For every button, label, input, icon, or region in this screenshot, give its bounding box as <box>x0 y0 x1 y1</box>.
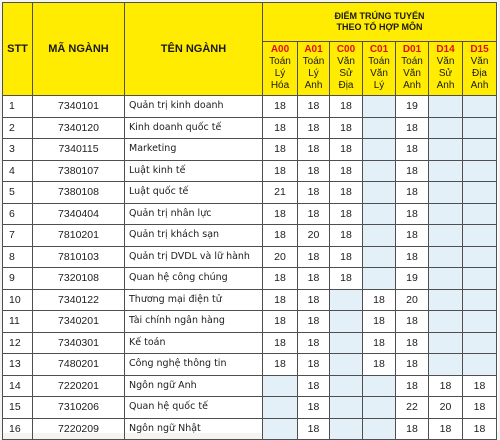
cell-ten-nganh: Kế toán <box>125 332 263 354</box>
cell-score-a01: 18 <box>298 311 330 333</box>
cell-stt: 1 <box>3 96 33 118</box>
subject-header-a00 <box>263 42 298 96</box>
subject-name-line: Sử <box>438 68 453 79</box>
cell-score-d15-empty <box>463 354 497 376</box>
cell-ma-nganh: 7480201 <box>33 354 125 376</box>
cell-score-c00: 18 <box>330 246 363 268</box>
subject-header-d01 <box>396 42 429 96</box>
subject-code: D14 <box>436 44 455 55</box>
table-row <box>3 246 497 268</box>
cell-score-a00: 18 <box>263 311 298 333</box>
cell-stt: 4 <box>3 160 33 182</box>
cell-score-c00-empty <box>330 354 363 376</box>
cell-stt: 15 <box>3 397 33 419</box>
cell-stt: 5 <box>3 182 33 204</box>
cell-stt: 7 <box>3 225 33 247</box>
cell-stt: 13 <box>3 354 33 376</box>
cell-ma-nganh: 7340201 <box>33 311 125 333</box>
cell-score-d01: 19 <box>396 96 429 118</box>
cell-score-d01: 18 <box>396 332 429 354</box>
cell-score-d14-empty <box>429 311 463 333</box>
cell-ma-nganh: 7220201 <box>33 375 125 397</box>
table-header <box>3 3 497 96</box>
cell-stt: 6 <box>3 203 33 225</box>
cell-score-a00: 18 <box>263 117 298 139</box>
subject-name-line: Lý <box>308 68 319 79</box>
cell-ten-nganh: Ngôn ngữ Nhật <box>125 418 263 440</box>
cell-stt: 8 <box>3 246 33 268</box>
header-score-group <box>263 3 497 42</box>
cell-score-d15: 18 <box>463 397 497 419</box>
cell-score-a01: 18 <box>298 289 330 311</box>
cell-ma-nganh: 7380108 <box>33 182 125 204</box>
cell-score-d14-empty <box>429 289 463 311</box>
cell-score-a01: 18 <box>298 203 330 225</box>
cell-score-a01: 18 <box>298 246 330 268</box>
cell-score-c01-empty <box>363 268 396 290</box>
table-row <box>3 311 497 333</box>
table-row <box>3 289 497 311</box>
cell-score-a01: 18 <box>298 117 330 139</box>
subject-name-line: Sử <box>339 68 353 79</box>
cell-score-d15: 18 <box>463 375 497 397</box>
subject-header-a01 <box>298 42 330 96</box>
cell-score-c00-empty <box>330 311 363 333</box>
cell-score-c01-empty <box>363 96 396 118</box>
cell-score-d01: 18 <box>396 182 429 204</box>
subject-name-line: Toán <box>302 56 325 67</box>
subject-code: C00 <box>336 44 356 55</box>
subject-header-c00 <box>330 42 363 96</box>
cell-ma-nganh: 7810103 <box>33 246 125 268</box>
table-row <box>3 332 497 354</box>
cell-score-d14: 18 <box>429 375 463 397</box>
header-ten-nganh: TÊN NGÀNH <box>125 3 263 96</box>
cell-stt: 11 <box>3 311 33 333</box>
cell-score-a00: 18 <box>263 225 298 247</box>
table-row <box>3 418 497 440</box>
cell-score-c00-empty <box>330 289 363 311</box>
subject-name-line: Văn <box>337 56 355 67</box>
cell-score-a00: 20 <box>263 246 298 268</box>
cell-score-d14-empty <box>429 354 463 376</box>
admission-score-table <box>2 2 497 440</box>
cell-score-c01-empty <box>363 246 396 268</box>
cell-score-c01-empty <box>363 117 396 139</box>
cell-ten-nganh: Luật quốc tế <box>125 182 263 204</box>
cell-score-c01-empty <box>363 418 396 440</box>
cell-score-d14-empty <box>429 117 463 139</box>
cell-stt: 3 <box>3 139 33 161</box>
cell-ten-nganh: Quan hệ công chúng <box>125 268 263 290</box>
cell-ma-nganh: 7320108 <box>33 268 125 290</box>
cell-score-d14-empty <box>429 160 463 182</box>
cell-ma-nganh: 7380107 <box>33 160 125 182</box>
table-row <box>3 375 497 397</box>
cell-score-a00: 18 <box>263 268 298 290</box>
cell-score-c01-empty <box>363 397 396 419</box>
cell-ten-nganh: Kinh doanh quốc tế <box>125 117 263 139</box>
cell-ten-nganh: Quản trị DVDL và lữ hành <box>125 246 263 268</box>
cell-score-d15-empty <box>463 182 497 204</box>
cell-score-a01: 18 <box>298 96 330 118</box>
cell-score-d01: 18 <box>396 139 429 161</box>
subject-code: C01 <box>369 44 389 55</box>
cell-score-d01: 18 <box>396 160 429 182</box>
cell-score-d15-empty <box>463 160 497 182</box>
cell-ten-nganh: Marketing <box>125 139 263 161</box>
table-row <box>3 139 497 161</box>
cell-score-c01: 18 <box>363 332 396 354</box>
cell-ten-nganh: Tài chính ngân hàng <box>125 311 263 333</box>
cell-score-c01-empty <box>363 375 396 397</box>
subject-header-c01 <box>363 42 396 96</box>
cell-score-d14: 20 <box>429 397 463 419</box>
cell-score-d15: 18 <box>463 418 497 440</box>
cell-score-c00: 18 <box>330 268 363 290</box>
cell-score-d15-empty <box>463 311 497 333</box>
cell-ma-nganh: 7340115 <box>33 139 125 161</box>
cell-score-a01: 18 <box>298 397 330 419</box>
table-row <box>3 182 497 204</box>
cell-score-d01: 18 <box>396 311 429 333</box>
table-row <box>3 160 497 182</box>
table-row <box>3 117 497 139</box>
cell-stt: 16 <box>3 418 33 440</box>
table-row <box>3 354 497 376</box>
cell-score-a00-empty <box>263 397 298 419</box>
cell-score-c01-empty <box>363 203 396 225</box>
cell-score-d15-empty <box>463 246 497 268</box>
cell-ma-nganh: 7810201 <box>33 225 125 247</box>
cell-ten-nganh: Thương mại điện tử <box>125 289 263 311</box>
cell-score-d01: 18 <box>396 246 429 268</box>
subject-name-line: Hóa <box>270 80 290 91</box>
subject-name-line: Văn <box>403 68 421 79</box>
cell-score-d15-empty <box>463 225 497 247</box>
header-stt: STT <box>3 3 33 96</box>
cell-score-d01: 18 <box>396 418 429 440</box>
cell-score-a01: 18 <box>298 268 330 290</box>
cell-ma-nganh: 7310206 <box>33 397 125 419</box>
subject-name-line: Toán <box>368 56 390 67</box>
cell-score-c00: 18 <box>330 96 363 118</box>
subject-name-line: Anh <box>436 80 455 91</box>
cell-stt: 14 <box>3 375 33 397</box>
cell-score-a01: 20 <box>298 225 330 247</box>
cell-score-a01: 18 <box>298 332 330 354</box>
cell-score-d15-empty <box>463 203 497 225</box>
cell-score-d14-empty <box>429 225 463 247</box>
cell-stt: 12 <box>3 332 33 354</box>
header-ma-nganh: MÃ NGÀNH <box>33 3 125 96</box>
subject-name-line: Toán <box>401 56 423 67</box>
cell-score-c01: 18 <box>363 311 396 333</box>
subject-name-line: Toán <box>269 56 291 67</box>
cell-score-a00-empty <box>263 418 298 440</box>
cell-score-a00: 18 <box>263 289 298 311</box>
cell-score-c01: 18 <box>363 289 396 311</box>
cell-ma-nganh: 7340120 <box>33 117 125 139</box>
cell-ma-nganh: 7340122 <box>33 289 125 311</box>
cell-stt: 10 <box>3 289 33 311</box>
cell-stt: 9 <box>3 268 33 290</box>
cell-score-c00: 18 <box>330 160 363 182</box>
cell-score-c01-empty <box>363 225 396 247</box>
subject-name-line: Lý <box>373 80 385 91</box>
cell-ten-nganh: Quản trị kinh doanh <box>125 96 263 118</box>
cell-score-a01: 18 <box>298 182 330 204</box>
cell-score-d15-empty <box>463 289 497 311</box>
cell-score-a01: 18 <box>298 375 330 397</box>
cell-score-d14-empty <box>429 96 463 118</box>
table-row <box>3 96 497 118</box>
cell-score-a01: 18 <box>298 418 330 440</box>
table-row <box>3 225 497 247</box>
cell-score-a00: 21 <box>263 182 298 204</box>
cell-score-d15-empty <box>463 332 497 354</box>
cell-ma-nganh: 7340101 <box>33 96 125 118</box>
subject-name-line: Anh <box>403 80 421 91</box>
subject-name-line: Anh <box>470 80 489 91</box>
subject-header-d14 <box>429 42 463 96</box>
cell-score-d14-empty <box>429 139 463 161</box>
subject-name-line: Địa <box>471 68 487 79</box>
cell-score-d14-empty <box>429 332 463 354</box>
cell-score-d14-empty <box>429 182 463 204</box>
cell-score-c00-empty <box>330 418 363 440</box>
cell-score-a00: 18 <box>263 332 298 354</box>
cell-stt: 2 <box>3 117 33 139</box>
cell-score-d14-empty <box>429 268 463 290</box>
cell-ten-nganh: Quản trị khách sạn <box>125 225 263 247</box>
cell-score-c00: 18 <box>330 117 363 139</box>
table-body <box>3 96 497 440</box>
cell-score-c00: 18 <box>330 182 363 204</box>
cell-score-d01: 18 <box>396 225 429 247</box>
table-row <box>3 268 497 290</box>
admission-score-sheet <box>2 2 498 433</box>
cell-score-a00: 18 <box>263 139 298 161</box>
cell-ten-nganh: Quan hệ quốc tế <box>125 397 263 419</box>
group-title-line1: ĐIỂM TRÚNG TUYỂN <box>334 11 425 21</box>
cell-score-a00: 18 <box>263 203 298 225</box>
cell-score-a00: 18 <box>263 96 298 118</box>
cell-score-a01: 18 <box>298 354 330 376</box>
cell-ma-nganh: 7340404 <box>33 203 125 225</box>
cell-score-d15-empty <box>463 96 497 118</box>
cell-score-d14-empty <box>429 246 463 268</box>
subject-name-line: Lý <box>274 68 286 79</box>
subject-name-line: Văn <box>470 56 489 67</box>
cell-score-a01: 18 <box>298 160 330 182</box>
cell-score-d01: 22 <box>396 397 429 419</box>
cell-score-d01: 19 <box>396 268 429 290</box>
cell-score-c00: 18 <box>330 139 363 161</box>
cell-score-a00: 18 <box>263 354 298 376</box>
cell-ten-nganh: Quản trị nhân lực <box>125 203 263 225</box>
subject-name-line: Anh <box>304 80 323 91</box>
cell-ma-nganh: 7220209 <box>33 418 125 440</box>
cell-ten-nganh: Công nghệ thông tin <box>125 354 263 376</box>
cell-score-c01-empty <box>363 160 396 182</box>
subject-code: A01 <box>304 44 323 55</box>
subject-header-d15 <box>463 42 497 96</box>
cell-score-a00: 18 <box>263 160 298 182</box>
subject-code: A00 <box>270 44 290 55</box>
cell-score-d01: 18 <box>396 354 429 376</box>
cell-score-d15-empty <box>463 268 497 290</box>
table-row <box>3 397 497 419</box>
subject-name-line: Văn <box>370 68 388 79</box>
cell-score-d01: 18 <box>396 203 429 225</box>
cell-score-d14-empty <box>429 203 463 225</box>
group-title-line2: THEO TỔ HỢP MÔN <box>336 22 423 32</box>
subject-name-line: Văn <box>436 56 455 67</box>
subject-name-line: Địa <box>338 80 354 91</box>
subject-code: D15 <box>470 44 489 55</box>
cell-score-c01: 18 <box>363 354 396 376</box>
cell-score-c00: 18 <box>330 203 363 225</box>
cell-score-c00: 18 <box>330 225 363 247</box>
cell-score-a00-empty <box>263 375 298 397</box>
cell-score-c00-empty <box>330 397 363 419</box>
cell-score-d15-empty <box>463 117 497 139</box>
cell-ten-nganh: Ngôn ngữ Anh <box>125 375 263 397</box>
cell-score-c01-empty <box>363 139 396 161</box>
cell-score-d14: 18 <box>429 418 463 440</box>
cell-score-d01: 20 <box>396 289 429 311</box>
cell-score-d01: 18 <box>396 375 429 397</box>
table-row <box>3 203 497 225</box>
cell-score-d01: 18 <box>396 117 429 139</box>
cell-score-a01: 18 <box>298 139 330 161</box>
cell-ten-nganh: Luật kinh tế <box>125 160 263 182</box>
subject-code: D01 <box>402 44 422 55</box>
cell-score-d15-empty <box>463 139 497 161</box>
cell-score-c01-empty <box>363 182 396 204</box>
cell-score-c00-empty <box>330 332 363 354</box>
cell-ma-nganh: 7340301 <box>33 332 125 354</box>
cell-score-c00-empty <box>330 375 363 397</box>
